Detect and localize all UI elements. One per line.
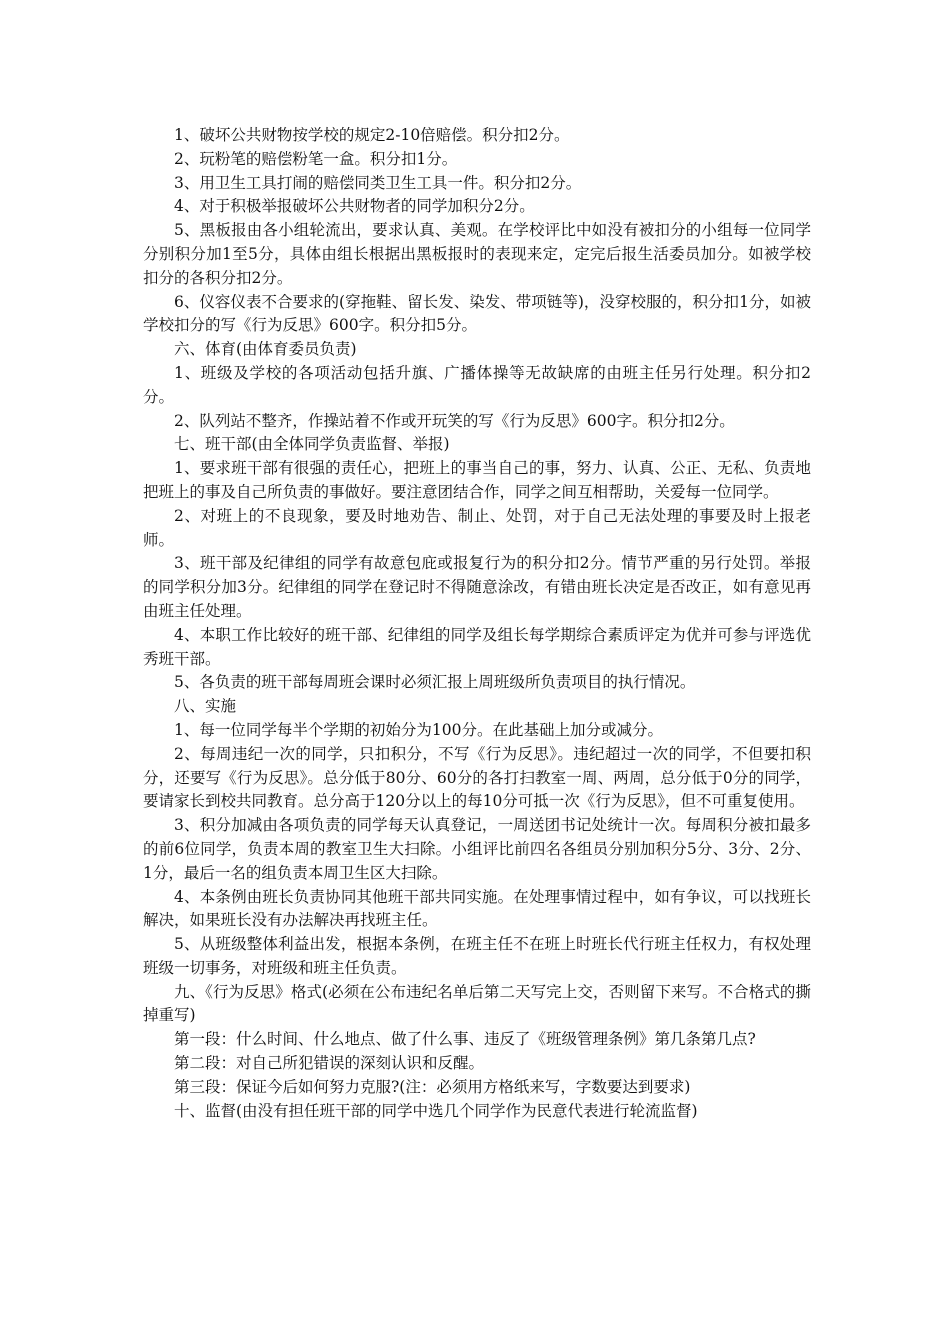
paragraph: 4、本职工作比较好的班干部、纪律组的同学及组长每学期综合素质评定为优并可参与评选优秀班干部。 xyxy=(143,625,811,668)
document-body xyxy=(143,124,811,1123)
paragraph: 5、从班级整体利益出发，根据本条例，在班主任不在班上时班长代行班主任权力，有权处理班级一切事务，对班级和班主任负责。 xyxy=(143,935,811,977)
paragraph: 4、本条例由班长负责协同其他班干部共同实施。在处理事情过程中，如有争议，可以找班长解决，如果班长没有办法解决再找班主任。 xyxy=(143,887,811,930)
paragraph: 2、队列站不整齐，作操站着不作或开玩笑的写《行为反思》600字。积分扣2分。 xyxy=(174,411,735,430)
paragraph: 6、仪容仪表不合要求的(穿拖鞋、留长发、染发、带项链等)，没穿校服的，积分扣1分，如被学校扣分的写《行为反思》600字。积分扣5分。 xyxy=(143,292,811,335)
paragraph: 3、积分加减由各项负责的同学每天认真登记，一周送团书记处统计一次。每周积分被扣最多的前6位同学，负责本周的教室卫生大扫除。小组评比前四名各组员分别加积分5分、3分、2分、1分，最后一名的组负责本周卫生区大扫除。 xyxy=(143,816,811,882)
paragraph: 第三段：保证今后如何努力克服?(注：必须用方格纸来写，字数要达到要求) xyxy=(174,1077,691,1096)
section-heading: 八、实施 xyxy=(174,697,237,716)
paragraph: 第二段：对自己所犯错误的深刻认识和反醒。 xyxy=(174,1054,485,1073)
section-heading: 十、监督(由没有担任班干部的同学中选几个同学作为民意代表进行轮流监督) xyxy=(174,1101,698,1120)
paragraph: 3、班干部及纪律组的同学有故意包庇或报复行为的积分扣2分。情节严重的另行处罚。举报的同学积分加3分。纪律组的同学在登记时不得随意涂改，有错由班长决定是否改正，如有意见再由班主任处理。 xyxy=(143,554,811,620)
paragraph: 3、用卫生工具打闹的赔偿同类卫生工具一件。积分扣2分。 xyxy=(174,173,582,192)
section-heading: 九、《行为反思》格式(必须在公布违纪名单后第二天写完上交，否则留下来写。不合格式的撕掉重写) xyxy=(143,982,811,1025)
section-heading: 六、体育(由体育委员负责) xyxy=(174,340,357,359)
paragraph: 1、破坏公共财物按学校的规定2-10倍赔偿。积分扣2分。 xyxy=(174,126,570,144)
paragraph: 2、每周违纪一次的同学，只扣积分，不写《行为反思》。违纪超过一次的同学，不但要扣积分，还要写《行为反思》。总分低于80分、60分的各打扫教室一周、两周，总分低于0分的同学，要请家长到校共同教育。总分高于120分以上的每10分可抵一次《行为反思》，但不可重复使用。 xyxy=(143,744,811,811)
paragraph: 2、对班上的不良现象，要及时地劝告、制止、处罚，对于自己无法处理的事要及时上报老师。 xyxy=(143,506,811,549)
paragraph: 2、玩粉笔的赔偿粉笔一盒。积分扣1分。 xyxy=(174,149,458,168)
paragraph: 4、对于积极举报破坏公共财物者的同学加积分2分。 xyxy=(174,197,535,216)
paragraph: 1、班级及学校的各项活动包括升旗、广播体操等无故缺席的由班主任另行处理。积分扣2分。 xyxy=(143,363,811,406)
paragraph: 1、每一位同学每半个学期的初始分为100分。在此基础上加分或减分。 xyxy=(174,720,663,739)
paragraph: 5、黑板报由各小组轮流出，要求认真、美观。在学校评比中如没有被扣分的小组每一位同学分别积分加1至5分，具体由组长根据出黑板报时的表现来定，定完后报生活委员加分。如被学校扣分的各积分扣2分。 xyxy=(143,221,811,287)
paragraph: 第一段：什么时间、什么地点、做了什么事、违反了《班级管理条例》第几条第几点? xyxy=(174,1030,756,1049)
section-heading: 七、班干部(由全体同学负责监督、举报) xyxy=(174,435,450,454)
paragraph: 5、各负责的班干部每周班会课时必须汇报上周班级所负责项目的执行情况。 xyxy=(174,673,696,692)
paragraph: 1、要求班干部有很强的责任心，把班上的事当自己的事，努力、认真、公正、无私、负责地把班上的事及自己所负责的事做好。要注意团结合作，同学之间互相帮助，关爱每一位同学。 xyxy=(143,459,811,501)
